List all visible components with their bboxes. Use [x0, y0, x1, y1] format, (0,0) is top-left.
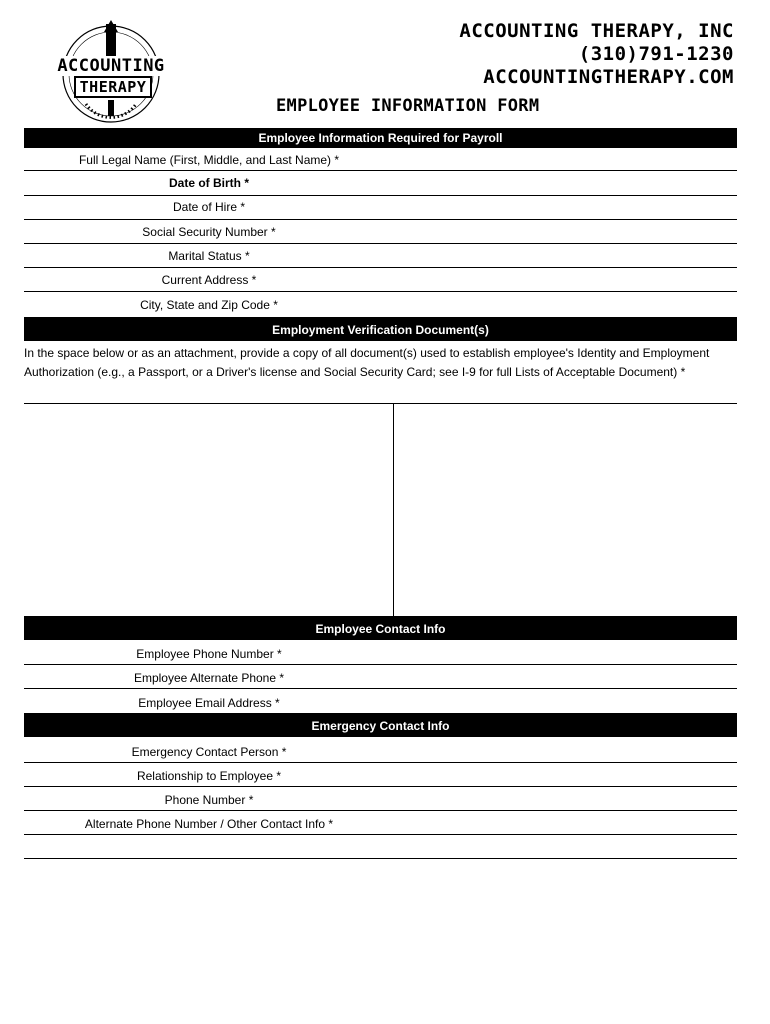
employee-alt-phone-label: Employee Alternate Phone * — [133, 671, 285, 685]
ssn-field[interactable] — [395, 220, 741, 242]
company-name: ACCOUNTING THERAPY, INC — [459, 20, 734, 42]
employee-phone-field[interactable] — [395, 642, 741, 664]
row-divider — [24, 170, 737, 171]
company-website: ACCOUNTINGTHERAPY.COM — [483, 66, 734, 88]
document-upload-area-right[interactable] — [395, 405, 737, 615]
employee-phone-label: Employee Phone Number * — [136, 647, 282, 661]
logo-line-2: THERAPY — [74, 76, 152, 98]
emergency-alt-phone-label: Alternate Phone Number / Other Contact Info * — [84, 817, 334, 831]
company-logo — [56, 18, 166, 128]
marital-status-label: Marital Status * — [168, 249, 250, 263]
row-divider — [24, 858, 737, 859]
emergency-phone-label: Phone Number * — [164, 793, 254, 807]
document-upload-area-left[interactable] — [24, 405, 392, 615]
current-address-field[interactable] — [395, 268, 741, 290]
contact-section-header: Employee Contact Info — [24, 616, 737, 640]
employee-alt-phone-field[interactable] — [395, 666, 741, 688]
row-divider — [24, 786, 737, 787]
emergency-phone-field[interactable] — [395, 788, 741, 810]
date-of-hire-label: Date of Hire * — [172, 200, 246, 214]
date-of-birth-field[interactable] — [395, 172, 741, 194]
marital-status-field[interactable] — [395, 244, 741, 266]
column-divider — [393, 404, 394, 616]
row-divider — [24, 762, 737, 763]
emergency-alt-phone-field[interactable] — [395, 812, 741, 834]
emergency-contact-field[interactable] — [395, 740, 741, 762]
verification-section-header: Employment Verification Document(s) — [24, 317, 737, 341]
date-of-birth-label: Date of Birth * — [168, 176, 249, 190]
row-divider — [24, 291, 737, 292]
company-phone: (310)791-1230 — [578, 43, 734, 65]
full-name-label: Full Legal Name (First, Middle, and Last Name) * — [78, 153, 340, 167]
row-divider — [24, 688, 737, 689]
employee-email-field[interactable] — [395, 691, 741, 713]
additional-info-field[interactable] — [24, 836, 737, 858]
date-of-hire-field[interactable] — [395, 196, 741, 218]
form-title: EMPLOYEE INFORMATION FORM — [276, 96, 540, 116]
emergency-contact-label: Emergency Contact Person * — [131, 745, 287, 759]
city-state-zip-label: City, State and Zip Code * — [140, 298, 278, 312]
row-divider — [24, 810, 737, 811]
row-divider — [24, 664, 737, 665]
verification-instructions: In the space below or as an attachment, provide a copy of all document(s) used to establish employee's Identity and Employment Authorization (e.g., a Passport, or a Driver's license and Social Security Card; see I-9 for full Lists of Acceptable Document) * — [24, 346, 710, 379]
emergency-section-header: Emergency Contact Info — [24, 713, 737, 737]
city-state-zip-field[interactable] — [395, 293, 741, 315]
company-info — [459, 20, 734, 89]
row-divider — [24, 834, 737, 835]
logo-line-1: ACCOUNTING — [54, 56, 168, 76]
employee-email-label: Employee Email Address * — [138, 696, 280, 710]
full-name-field[interactable] — [395, 148, 741, 170]
ssn-label: Social Security Number * — [142, 225, 276, 239]
payroll-section-header: Employee Information Required for Payroll — [24, 128, 737, 148]
current-address-label: Current Address * — [161, 273, 257, 287]
row-divider — [24, 403, 737, 404]
relationship-field[interactable] — [395, 764, 741, 786]
relationship-label: Relationship to Employee * — [136, 769, 282, 783]
